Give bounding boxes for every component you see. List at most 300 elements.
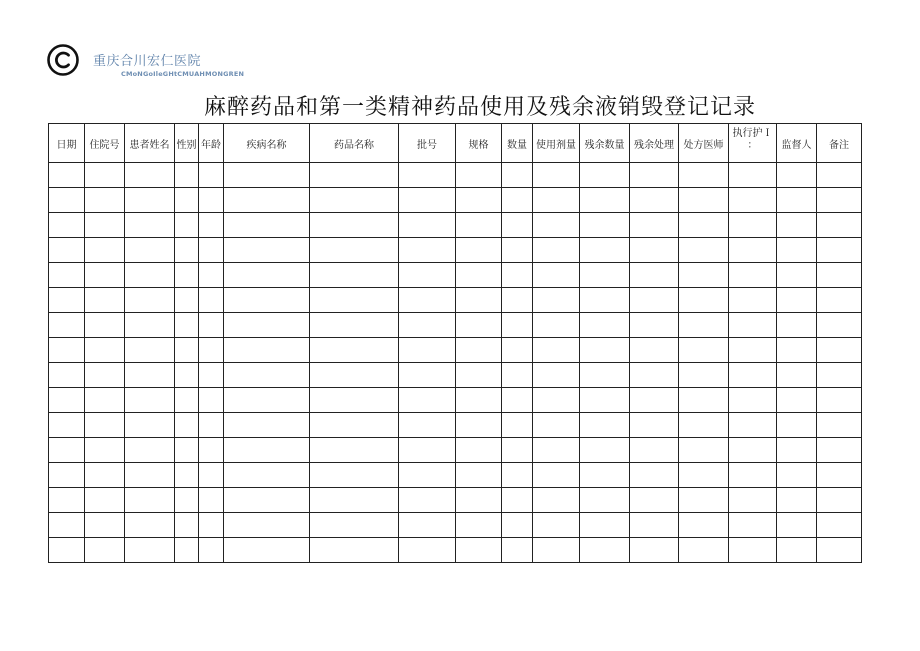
table-cell[interactable] xyxy=(817,313,862,338)
table-cell[interactable] xyxy=(399,263,456,288)
table-cell[interactable] xyxy=(175,388,199,413)
column-header: 监督人 xyxy=(777,124,817,163)
table-cell[interactable] xyxy=(533,488,580,513)
table-cell[interactable] xyxy=(224,338,310,363)
table-cell[interactable] xyxy=(224,163,310,188)
table-cell[interactable] xyxy=(630,188,679,213)
column-header: 残余数量 xyxy=(580,124,630,163)
column-header: 批号 xyxy=(399,124,456,163)
table-cell[interactable] xyxy=(199,363,224,388)
table-cell[interactable] xyxy=(175,438,199,463)
table-cell[interactable] xyxy=(502,388,533,413)
table-cell[interactable] xyxy=(817,188,862,213)
table-cell[interactable] xyxy=(502,513,533,538)
table-cell[interactable] xyxy=(502,213,533,238)
table-cell[interactable] xyxy=(456,338,502,363)
table-cell[interactable] xyxy=(777,238,817,263)
table-cell[interactable] xyxy=(777,488,817,513)
table-cell[interactable] xyxy=(85,163,125,188)
table-cell[interactable] xyxy=(630,538,679,563)
table-cell[interactable] xyxy=(533,388,580,413)
table-cell[interactable] xyxy=(199,163,224,188)
table-cell[interactable] xyxy=(630,263,679,288)
table-cell[interactable] xyxy=(729,388,777,413)
table-cell[interactable] xyxy=(679,538,729,563)
table-cell[interactable] xyxy=(456,188,502,213)
table-cell[interactable] xyxy=(729,338,777,363)
table-cell[interactable] xyxy=(729,463,777,488)
table-cell[interactable] xyxy=(49,188,85,213)
column-header: 使用剂量 xyxy=(533,124,580,163)
table-cell[interactable] xyxy=(85,438,125,463)
table-cell[interactable] xyxy=(199,413,224,438)
table-cell[interactable] xyxy=(310,238,399,263)
table-cell[interactable] xyxy=(502,163,533,188)
table-cell[interactable] xyxy=(224,188,310,213)
table-cell[interactable] xyxy=(49,538,85,563)
table-cell[interactable] xyxy=(456,488,502,513)
table-cell[interactable] xyxy=(679,488,729,513)
table-cell[interactable] xyxy=(310,288,399,313)
table-cell[interactable] xyxy=(199,538,224,563)
table-row xyxy=(49,338,862,363)
table-cell[interactable] xyxy=(456,163,502,188)
table-cell[interactable] xyxy=(817,513,862,538)
table-cell[interactable] xyxy=(310,163,399,188)
table-cell[interactable] xyxy=(630,513,679,538)
table-cell[interactable] xyxy=(817,163,862,188)
table-cell[interactable] xyxy=(777,538,817,563)
table-cell[interactable] xyxy=(224,388,310,413)
table-cell[interactable] xyxy=(502,438,533,463)
table-cell[interactable] xyxy=(533,313,580,338)
table-cell[interactable] xyxy=(85,388,125,413)
table-cell[interactable] xyxy=(49,438,85,463)
table-cell[interactable] xyxy=(125,263,175,288)
table-cell[interactable] xyxy=(533,263,580,288)
table-cell[interactable] xyxy=(729,438,777,463)
table-cell[interactable] xyxy=(630,363,679,388)
table-cell[interactable] xyxy=(125,413,175,438)
table-cell[interactable] xyxy=(175,413,199,438)
table-cell[interactable] xyxy=(729,288,777,313)
table-cell[interactable] xyxy=(85,463,125,488)
table-row xyxy=(49,413,862,438)
table-cell[interactable] xyxy=(85,238,125,263)
table-row xyxy=(49,313,862,338)
table-cell[interactable] xyxy=(49,313,85,338)
table-cell[interactable] xyxy=(456,388,502,413)
table-cell[interactable] xyxy=(817,488,862,513)
table-cell[interactable] xyxy=(533,438,580,463)
table-cell[interactable] xyxy=(399,238,456,263)
table-cell[interactable] xyxy=(85,363,125,388)
table-cell[interactable] xyxy=(456,238,502,263)
table-cell[interactable] xyxy=(679,413,729,438)
table-cell[interactable] xyxy=(777,163,817,188)
table-cell[interactable] xyxy=(175,163,199,188)
table-cell[interactable] xyxy=(85,513,125,538)
table-cell[interactable] xyxy=(679,288,729,313)
table-cell[interactable] xyxy=(580,338,630,363)
table-cell[interactable] xyxy=(125,388,175,413)
table-cell[interactable] xyxy=(679,313,729,338)
table-cell[interactable] xyxy=(310,488,399,513)
table-row xyxy=(49,438,862,463)
table-cell[interactable] xyxy=(85,538,125,563)
table-cell[interactable] xyxy=(456,513,502,538)
table-cell[interactable] xyxy=(817,413,862,438)
table-cell[interactable] xyxy=(502,313,533,338)
table-cell[interactable] xyxy=(224,538,310,563)
table-cell[interactable] xyxy=(502,538,533,563)
table-cell[interactable] xyxy=(502,288,533,313)
table-cell[interactable] xyxy=(679,388,729,413)
table-row xyxy=(49,163,862,188)
table-cell[interactable] xyxy=(125,363,175,388)
table-cell[interactable] xyxy=(580,463,630,488)
table-cell[interactable] xyxy=(399,338,456,363)
table-cell[interactable] xyxy=(777,388,817,413)
table-cell[interactable] xyxy=(49,463,85,488)
table-cell[interactable] xyxy=(456,413,502,438)
table-cell[interactable] xyxy=(533,463,580,488)
table-cell[interactable] xyxy=(679,163,729,188)
table-cell[interactable] xyxy=(224,513,310,538)
table-cell[interactable] xyxy=(533,213,580,238)
table-cell[interactable] xyxy=(399,163,456,188)
table-cell[interactable] xyxy=(679,338,729,363)
table-cell[interactable] xyxy=(49,413,85,438)
table-cell[interactable] xyxy=(630,213,679,238)
table-cell[interactable] xyxy=(310,263,399,288)
table-cell[interactable] xyxy=(679,213,729,238)
table-cell[interactable] xyxy=(533,188,580,213)
table-cell[interactable] xyxy=(456,288,502,313)
table-cell[interactable] xyxy=(580,538,630,563)
table-cell[interactable] xyxy=(399,213,456,238)
table-row xyxy=(49,213,862,238)
table-cell[interactable] xyxy=(199,388,224,413)
table-cell[interactable] xyxy=(224,488,310,513)
table-cell[interactable] xyxy=(310,363,399,388)
table-cell[interactable] xyxy=(49,163,85,188)
table-cell[interactable] xyxy=(199,488,224,513)
table-cell[interactable] xyxy=(580,263,630,288)
table-cell[interactable] xyxy=(679,188,729,213)
table-cell[interactable] xyxy=(85,338,125,363)
table-header-row xyxy=(49,124,862,163)
table-cell[interactable] xyxy=(580,413,630,438)
table-cell[interactable] xyxy=(85,263,125,288)
table-cell[interactable] xyxy=(175,288,199,313)
column-header: 执行护Ｉ ： xyxy=(729,124,777,163)
table-cell[interactable] xyxy=(777,338,817,363)
table-cell[interactable] xyxy=(630,313,679,338)
table-cell[interactable] xyxy=(224,213,310,238)
table-cell[interactable] xyxy=(502,188,533,213)
table-cell[interactable] xyxy=(125,538,175,563)
table-cell[interactable] xyxy=(777,213,817,238)
table-cell[interactable] xyxy=(533,238,580,263)
table-cell[interactable] xyxy=(399,188,456,213)
table-row xyxy=(49,388,862,413)
table-cell[interactable] xyxy=(399,288,456,313)
table-cell[interactable] xyxy=(502,238,533,263)
table-cell[interactable] xyxy=(224,438,310,463)
table-cell[interactable] xyxy=(175,188,199,213)
column-header: 药品名称 xyxy=(310,124,399,163)
column-header: 性别 xyxy=(175,124,199,163)
table-cell[interactable] xyxy=(49,363,85,388)
table-cell[interactable] xyxy=(729,163,777,188)
table-cell[interactable] xyxy=(199,188,224,213)
table-cell[interactable] xyxy=(224,363,310,388)
table-cell[interactable] xyxy=(580,488,630,513)
table-cell[interactable] xyxy=(817,388,862,413)
table-cell[interactable] xyxy=(679,513,729,538)
table-cell[interactable] xyxy=(502,338,533,363)
table-cell[interactable] xyxy=(533,413,580,438)
table-cell[interactable] xyxy=(580,363,630,388)
table-cell[interactable] xyxy=(49,238,85,263)
table-cell[interactable] xyxy=(729,488,777,513)
table-cell[interactable] xyxy=(630,163,679,188)
table-cell[interactable] xyxy=(85,488,125,513)
table-cell[interactable] xyxy=(49,213,85,238)
table-cell[interactable] xyxy=(817,463,862,488)
table-cell[interactable] xyxy=(49,488,85,513)
table-cell[interactable] xyxy=(630,488,679,513)
table-cell[interactable] xyxy=(310,463,399,488)
table-cell[interactable] xyxy=(199,313,224,338)
column-header: 残余处理 xyxy=(630,124,679,163)
table-cell[interactable] xyxy=(502,413,533,438)
table-cell[interactable] xyxy=(310,513,399,538)
table-cell[interactable] xyxy=(456,363,502,388)
table-cell[interactable] xyxy=(533,513,580,538)
table-cell[interactable] xyxy=(85,413,125,438)
table-cell[interactable] xyxy=(175,263,199,288)
table-cell[interactable] xyxy=(580,213,630,238)
table-cell[interactable] xyxy=(817,238,862,263)
table-cell[interactable] xyxy=(199,213,224,238)
table-cell[interactable] xyxy=(630,413,679,438)
table-cell[interactable] xyxy=(580,313,630,338)
table-cell[interactable] xyxy=(399,513,456,538)
table-cell[interactable] xyxy=(175,238,199,263)
table-cell[interactable] xyxy=(49,388,85,413)
table-cell[interactable] xyxy=(310,213,399,238)
table-body xyxy=(49,163,862,563)
table-cell[interactable] xyxy=(630,288,679,313)
table-cell[interactable] xyxy=(199,238,224,263)
table-cell[interactable] xyxy=(456,438,502,463)
table-cell[interactable] xyxy=(85,313,125,338)
table-cell[interactable] xyxy=(175,338,199,363)
table-cell[interactable] xyxy=(49,513,85,538)
column-header: 处方医师 xyxy=(679,124,729,163)
table-cell[interactable] xyxy=(125,438,175,463)
table-cell[interactable] xyxy=(817,538,862,563)
table-cell[interactable] xyxy=(125,463,175,488)
table-cell[interactable] xyxy=(817,288,862,313)
table-cell[interactable] xyxy=(456,463,502,488)
table-cell[interactable] xyxy=(729,513,777,538)
table-cell[interactable] xyxy=(399,438,456,463)
table-cell[interactable] xyxy=(125,213,175,238)
table-cell[interactable] xyxy=(199,463,224,488)
table-cell[interactable] xyxy=(199,288,224,313)
table-cell[interactable] xyxy=(533,288,580,313)
table-cell[interactable] xyxy=(533,163,580,188)
table-cell[interactable] xyxy=(175,488,199,513)
table-cell[interactable] xyxy=(85,213,125,238)
table-cell[interactable] xyxy=(399,413,456,438)
table-cell[interactable] xyxy=(777,463,817,488)
table-cell[interactable] xyxy=(729,263,777,288)
copyright-logo-icon xyxy=(46,43,80,77)
table-row xyxy=(49,513,862,538)
table-cell[interactable] xyxy=(85,188,125,213)
table-cell[interactable] xyxy=(310,313,399,338)
column-header: 数量 xyxy=(502,124,533,163)
table-cell[interactable] xyxy=(580,288,630,313)
table-cell[interactable] xyxy=(224,413,310,438)
table-cell[interactable] xyxy=(399,463,456,488)
table-cell[interactable] xyxy=(399,363,456,388)
table-cell[interactable] xyxy=(580,163,630,188)
table-cell[interactable] xyxy=(125,288,175,313)
table-cell[interactable] xyxy=(817,263,862,288)
table-cell[interactable] xyxy=(729,188,777,213)
column-header: 患者姓名 xyxy=(125,124,175,163)
table-cell[interactable] xyxy=(777,188,817,213)
table-cell[interactable] xyxy=(310,338,399,363)
table-cell[interactable] xyxy=(679,463,729,488)
table-cell[interactable] xyxy=(679,263,729,288)
table-cell[interactable] xyxy=(502,363,533,388)
table-cell[interactable] xyxy=(777,513,817,538)
table-cell[interactable] xyxy=(580,438,630,463)
table-cell[interactable] xyxy=(49,288,85,313)
table-cell[interactable] xyxy=(125,488,175,513)
table-cell[interactable] xyxy=(125,188,175,213)
table-cell[interactable] xyxy=(224,288,310,313)
table-cell[interactable] xyxy=(817,213,862,238)
table-cell[interactable] xyxy=(175,513,199,538)
table-cell[interactable] xyxy=(777,263,817,288)
table-cell[interactable] xyxy=(630,438,679,463)
table-cell[interactable] xyxy=(630,338,679,363)
table-cell[interactable] xyxy=(456,538,502,563)
table-cell[interactable] xyxy=(224,263,310,288)
table-cell[interactable] xyxy=(49,263,85,288)
table-cell[interactable] xyxy=(777,313,817,338)
table-cell[interactable] xyxy=(310,188,399,213)
table-cell[interactable] xyxy=(729,413,777,438)
column-header: 备注 xyxy=(817,124,862,163)
table-cell[interactable] xyxy=(580,188,630,213)
table-cell[interactable] xyxy=(729,538,777,563)
table-cell[interactable] xyxy=(456,213,502,238)
table-cell[interactable] xyxy=(580,238,630,263)
table-cell[interactable] xyxy=(777,438,817,463)
table-cell[interactable] xyxy=(456,263,502,288)
table-cell[interactable] xyxy=(199,338,224,363)
table-cell[interactable] xyxy=(125,238,175,263)
table-row xyxy=(49,488,862,513)
table-cell[interactable] xyxy=(630,238,679,263)
table-cell[interactable] xyxy=(777,413,817,438)
table-cell[interactable] xyxy=(630,388,679,413)
table-cell[interactable] xyxy=(399,388,456,413)
table-cell[interactable] xyxy=(310,438,399,463)
table-cell[interactable] xyxy=(502,463,533,488)
table-cell[interactable] xyxy=(125,338,175,363)
table-cell[interactable] xyxy=(125,163,175,188)
table-cell[interactable] xyxy=(729,238,777,263)
table-cell[interactable] xyxy=(729,213,777,238)
table-cell[interactable] xyxy=(125,513,175,538)
table-cell[interactable] xyxy=(175,363,199,388)
table-cell[interactable] xyxy=(125,313,175,338)
table-cell[interactable] xyxy=(630,463,679,488)
table-cell[interactable] xyxy=(580,513,630,538)
table-cell[interactable] xyxy=(175,213,199,238)
table-cell[interactable] xyxy=(502,263,533,288)
table-cell[interactable] xyxy=(817,338,862,363)
table-cell[interactable] xyxy=(310,538,399,563)
table-cell[interactable] xyxy=(533,538,580,563)
table-cell[interactable] xyxy=(679,438,729,463)
table-cell[interactable] xyxy=(777,288,817,313)
table-cell[interactable] xyxy=(310,388,399,413)
table-cell[interactable] xyxy=(175,463,199,488)
table-cell[interactable] xyxy=(679,363,729,388)
table-cell[interactable] xyxy=(777,363,817,388)
table-cell[interactable] xyxy=(399,488,456,513)
table-cell[interactable] xyxy=(224,313,310,338)
table-row xyxy=(49,263,862,288)
table-cell[interactable] xyxy=(729,313,777,338)
table-cell[interactable] xyxy=(399,538,456,563)
table-cell[interactable] xyxy=(224,463,310,488)
table-cell[interactable] xyxy=(175,538,199,563)
table-cell[interactable] xyxy=(199,513,224,538)
table-cell[interactable] xyxy=(85,288,125,313)
table-cell[interactable] xyxy=(49,338,85,363)
table-cell[interactable] xyxy=(175,313,199,338)
table-cell[interactable] xyxy=(199,263,224,288)
table-cell[interactable] xyxy=(580,388,630,413)
column-header: 住院号 xyxy=(85,124,125,163)
table-cell[interactable] xyxy=(679,238,729,263)
table-cell[interactable] xyxy=(456,313,502,338)
table-cell[interactable] xyxy=(310,413,399,438)
table-cell[interactable] xyxy=(224,238,310,263)
table-cell[interactable] xyxy=(399,313,456,338)
table-cell[interactable] xyxy=(533,338,580,363)
table-cell[interactable] xyxy=(817,438,862,463)
table-cell[interactable] xyxy=(533,363,580,388)
table-row xyxy=(49,238,862,263)
table-cell[interactable] xyxy=(502,488,533,513)
table-row xyxy=(49,538,862,563)
table-cell[interactable] xyxy=(199,438,224,463)
table-cell[interactable] xyxy=(817,363,862,388)
table-cell[interactable] xyxy=(729,363,777,388)
